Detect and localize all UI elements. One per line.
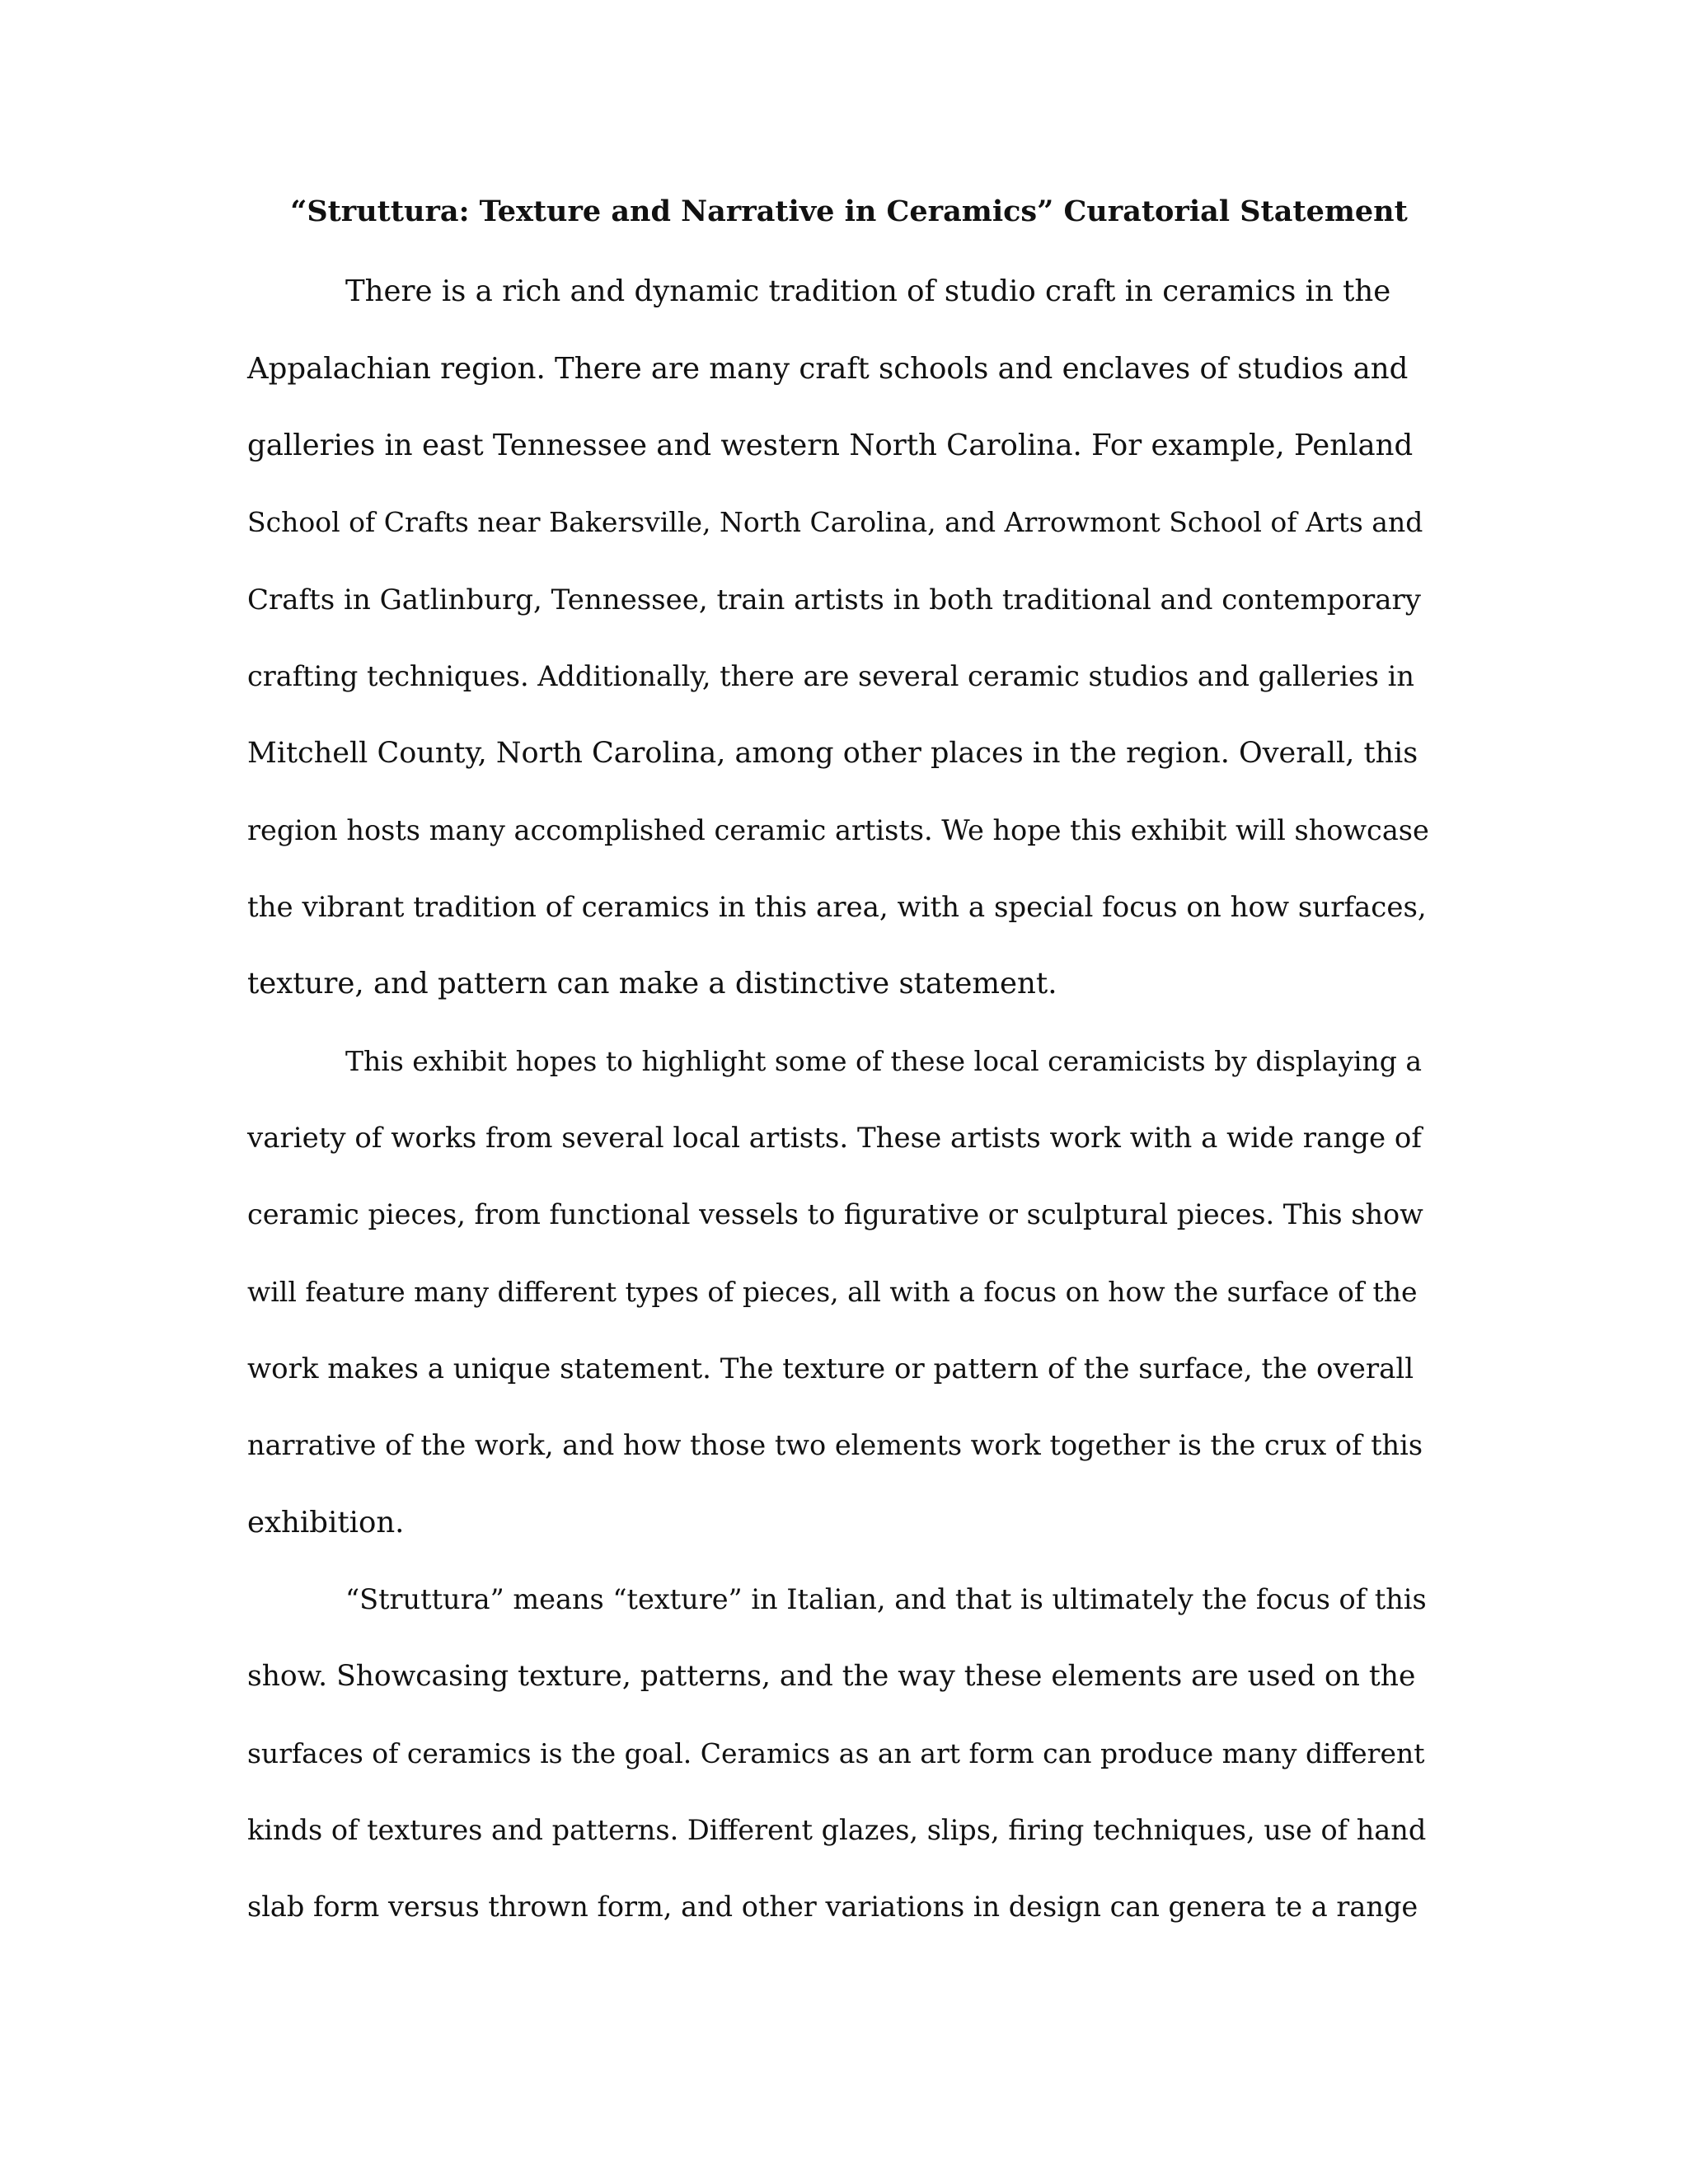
paragraph-1-line-7: Mitchell County, North Carolina, among other places in the region. Overall, this bbox=[247, 737, 1418, 770]
paragraph-1-line-8: region hosts many accomplished ceramic artists. We hope this exhibit will showcase bbox=[247, 814, 1429, 846]
document-title: “Struttura: Texture and Narrative in Ceramics” Curatorial Statement bbox=[290, 194, 1408, 228]
paragraph-1-line-6: crafting techniques. Additionally, there are several ceramic studios and galleries in bbox=[247, 660, 1414, 692]
paragraph-1-line-2: Appalachian region. There are many craft schools and enclaves of studios and bbox=[247, 352, 1409, 386]
paragraph-1-line-5: Crafts in Gatlinburg, Tennessee, train artists in both traditional and contemporary bbox=[247, 583, 1421, 616]
paragraph-2-line-4: will feature many different types of pieces, all with a focus on how the surface of the bbox=[247, 1276, 1418, 1308]
paragraph-1-line-9: the vibrant tradition of ceramics in this area, with a special focus on how surfaces, bbox=[247, 891, 1427, 924]
paragraph-1-line-3: galleries in east Tennessee and western North Carolina. For example, Penland bbox=[247, 429, 1414, 462]
paragraph-3-line-3: surfaces of ceramics is the goal. Ceramics as an art form can produce many different bbox=[247, 1737, 1425, 1769]
paragraph-3-line-1: “Struttura” means “texture” in Italian, and that is ultimately the focus of this bbox=[345, 1583, 1427, 1615]
paragraph-3-line-5: slab form versus thrown form, and other variations in design can genera te a range bbox=[247, 1891, 1418, 1923]
paragraph-3-line-2: show. Showcasing texture, patterns, and the way these elements are used on the bbox=[247, 1660, 1416, 1693]
paragraph-2-line-6: narrative of the work, and how those two elements work together is the crux of this bbox=[247, 1429, 1423, 1461]
paragraph-1-line-4: School of Crafts near Bakersville, North Carolina, and Arrowmont School of Arts and bbox=[247, 506, 1423, 538]
paragraph-2-line-5: work makes a unique statement. The texture or pattern of the surface, the overall bbox=[247, 1352, 1414, 1385]
paragraph-1-line-1: There is a rich and dynamic tradition of studio craft in ceramics in the bbox=[345, 274, 1391, 308]
paragraph-2-line-3: ceramic pieces, from functional vessels to figurative or sculptural pieces. This show bbox=[247, 1198, 1423, 1230]
paragraph-2-line-1: This exhibit hopes to highlight some of these local ceramicists by displaying a bbox=[345, 1045, 1423, 1077]
paragraph-2-line-2: variety of works from several local artists. These artists work with a wide range of bbox=[247, 1122, 1422, 1155]
paragraph-2-line-7: exhibition. bbox=[247, 1506, 405, 1540]
paragraph-3-line-4: kinds of textures and patterns. Different glazes, slips, firing techniques, use of hand bbox=[247, 1814, 1427, 1846]
paragraph-1-line-10: texture, and pattern can make a distinctive statement. bbox=[247, 967, 1057, 1001]
